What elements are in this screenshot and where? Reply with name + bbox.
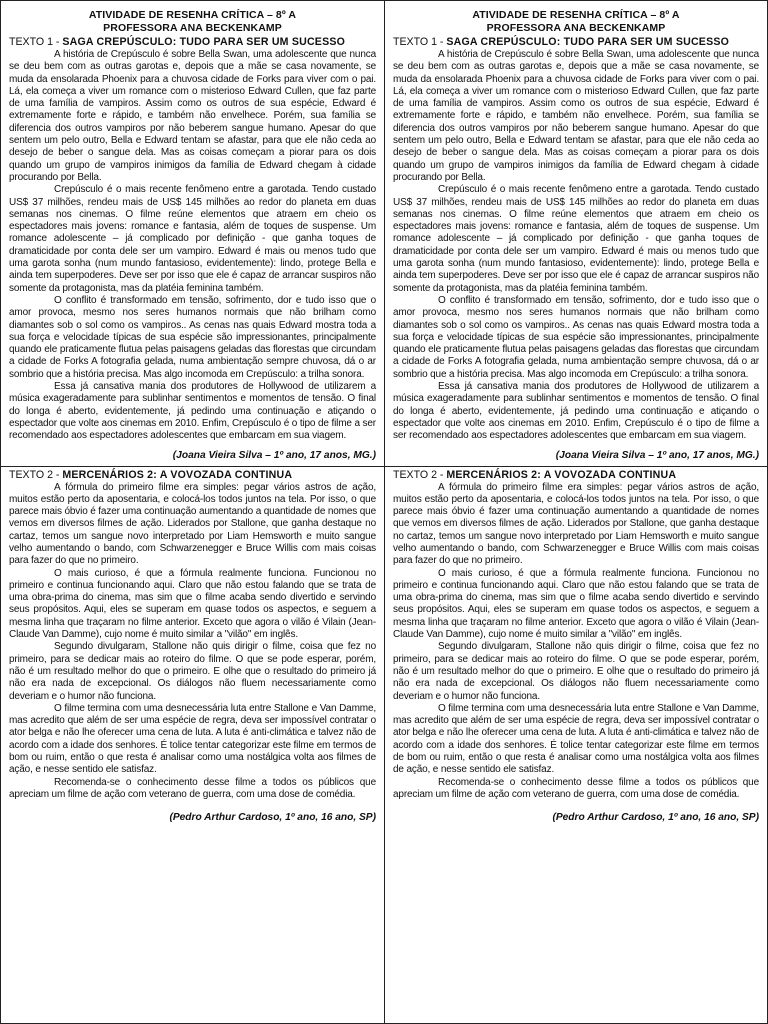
- header-teacher: PROFESSORA ANA BECKENKAMP: [103, 21, 282, 34]
- text2-prefix: TEXTO 2 -: [9, 468, 63, 481]
- text1-title: SAGA CREPÚSCULO: TUDO PARA SER UM SUCESSO: [62, 36, 346, 48]
- text2-paragraph: Segundo divulgaram, Stallone não quis dirigir o filme, coisa que fez no primeiro, para se dedicar mais ao roteiro do filme. O que se pode esperar, porém, não é um resultado melhor do que o primeiro. E olhe que o resultado do primeiro já não era nada de excepcional. Os diálogos não fluem necessariamente como deveriam e o humor não funciona.: [393, 641, 759, 702]
- header-teacher: PROFESSORA ANA BECKENKAMP: [486, 21, 666, 34]
- text1-heading: [393, 36, 759, 49]
- text1-paragraph: A história de Crepúsculo é sobre Bella Swan, uma adolescente que nunca se deu bem com as outras garotas e, depois que a mãe se casa novamente, se muda da ensolarada Phoenix para a chuvosa cidade de Forks para viver com o pai. Lá, ela começa a viver um romance com o misterioso Edward Cullen, que faz parte de uma família de vampiros. Assim como os outros de sua espécie, Edward é extremamente forte e rápido, e também não envelhece. Porém, sua família se diferencia dos outros vampiros por não beberem sangue humano. Apesar do que sentem um pelo outro, Bella e Edward tentam se afastar, para que ele não ceda ao desejo de beber o sangue dela. Mas as coisas começam a piorar para os dois quando um grupo de vampiros inimigos da família de Edward chegam à cidade procurando por Bella.: [393, 49, 759, 183]
- left-column: [1, 1, 384, 1023]
- text2-prefix: TEXTO 2 -: [393, 468, 447, 481]
- right-column: [384, 1, 767, 1023]
- text1-title: SAGA CREPÚSCULO: TUDO PARA SER UM SUCESSO: [446, 36, 730, 48]
- section-divider: [1, 466, 384, 467]
- header-title: ATIVIDADE DE RESENHA CRÍTICA – 8º A: [88, 9, 297, 21]
- text1-paragraph: Essa já cansativa mania dos produtores de Hollywood de utilizarem a música exageradamente para sublinhar sentimentos e momentos de tensão. O final do longa é aberto, evidentemente, já pedindo uma continuação e atiçando o espectador que volte aos cinemas em 2010. Enfim, Crepúsculo é o tipo de filme a ser recomendado aos espectadores adolescentes que embarcam em sua viagem.: [9, 381, 376, 442]
- text2-heading: [393, 469, 759, 482]
- text2-title: MERCENÁRIOS 2: A VOVOZADA CONTINUA: [62, 468, 293, 481]
- text1-heading: [9, 36, 376, 49]
- section-divider: [385, 466, 767, 467]
- text2-paragraph: Recomenda-se o conhecimento desse filme a todos os públicos que apreciam um filme de ação com veterano de guerra, com uma dose de comédia.: [9, 776, 376, 800]
- text2-paragraph: A fórmula do primeiro filme era simples: pegar vários astros de ação, muitos estão perto da aposentaria, e colocá-los todos juntos na tela. Por isso, o que parece mais óbvio é fazer uma continuação aumentando a quantidade de nomes que vemos em diversos filmes de ação. Liderados por Stallone, que ganha destaque no cartaz, temos um sangue novo interpretado por Liam Hemsworth e muito sangue velho aumentando o bando, com Schwarzenegger e Bruce Willis com mais coisas para fazer do que no primeiro.: [393, 481, 759, 567]
- text2-title: MERCENÁRIOS 2: A VOVOZADA CONTINUA: [446, 468, 677, 481]
- worksheet-header: [9, 9, 376, 34]
- text2-heading: [9, 469, 376, 482]
- text2-paragraph: O filme termina com uma desnecessária luta entre Stallone e Van Damme, mas acredito que além de ser uma espécie de regra, deva ser impossível contratar o ator belga e não lhe oferecer uma cena de luta. A luta é anti-climática e talvez não de acordo com a idade dos senhores. É tolice tentar categorizar este filme em termos de bom ou ruim, então o que resta é analisar como uma nostálgica volta aos filmes de ação, e nesse sentido ele satisfaz.: [393, 702, 759, 776]
- text1-paragraph: A história de Crepúsculo é sobre Bella Swan, uma adolescente que nunca se deu bem com as outras garotas e, depois que a mãe se casa novamente, se muda da ensolarada Phoenix para a chuvosa cidade de Forks para viver com o pai. Lá, ela começa a viver um romance com o misterioso Edward Cullen, que faz parte de uma família de vampiros. Assim como os outros de sua espécie, Edward é extremamente forte e rápido, e também não envelhece. Porém, sua família se diferencia dos outros vampiros por não beberem sangue humano. Apesar do que sentem um pelo outro, Bella e Edward tentam se afastar, para que ele não ceda ao desejo de beber o sangue dela. Mas as coisas começam a piorar para os dois quando um grupo de vampiros inimigos da família de Edward chegam à cidade procurando por Bella.: [9, 49, 376, 183]
- text1-paragraph: Essa já cansativa mania dos produtores de Hollywood de utilizarem a música exageradamente para sublinhar sentimentos e momentos de tensão. O final do longa é aberto, evidentemente, já pedindo uma continuação e atiçando o espectador que volte aos cinemas em 2010. Enfim, Crepúsculo é o tipo de filme a ser recomendado aos espectadores adolescentes que embarcam em sua viagem.: [393, 381, 759, 442]
- text1-paragraph: O conflito é transformado em tensão, sofrimento, dor e tudo isso que o amor provoca, mesmo nos seres humanos normais que não brilham como diamantes sob o sol como os vampiros.. As cenas nas quais Edward mostra toda a sua força e velocidade típicas de sua espécie são impressionantes, principalmente quando ele praticamente flutua pelas paisagens geladas das florestas que circundam a cidade de Forks A fotografia gelada, numa ambientação sempre chuvosa, dá o ar sombrio que a história precisa. Mas algo incomoda em Crepúsculo: a trilha sonora.: [9, 294, 376, 380]
- text2-paragraph: Segundo divulgaram, Stallone não quis dirigir o filme, coisa que fez no primeiro, para se dedicar mais ao roteiro do filme. O que se pode esperar, porém, não é um resultado melhor do que o primeiro. E olhe que o resultado do primeiro já não era nada de excepcional. Os diálogos não fluem necessariamente como deveriam e o humor não funciona.: [9, 641, 376, 702]
- text2-paragraph: A fórmula do primeiro filme era simples: pegar vários astros de ação, muitos estão perto da aposentaria, e colocá-los todos juntos na tela. Por isso, o que parece mais óbvio é fazer uma continuação aumentando a quantidade de nomes que vemos em diversos filmes de ação. Liderados por Stallone, que ganha destaque no cartaz, temos um sangue novo interpretado por Liam Hemsworth e muito sangue velho aumentando o bando, com Schwarzenegger e Bruce Willis com mais coisas para fazer do que no primeiro.: [9, 481, 376, 567]
- worksheet-header: [393, 9, 759, 34]
- text2-signature: (Pedro Arthur Cardoso, 1º ano, 16 ano, SP): [169, 812, 376, 824]
- text1-prefix: TEXTO 1 -: [393, 36, 447, 48]
- text1-signature: (Joana Vieira Silva – 1º ano, 17 anos, MG.): [555, 449, 759, 461]
- text1-prefix: TEXTO 1 -: [9, 36, 63, 48]
- text2-signature: (Pedro Arthur Cardoso, 1º ano, 16 ano, SP): [552, 812, 759, 824]
- text1-signature: (Joana Vieira Silva – 1º ano, 17 anos, MG.): [172, 449, 376, 461]
- header-title: ATIVIDADE DE RESENHA CRÍTICA – 8º A: [472, 9, 680, 21]
- text2-paragraph: Recomenda-se o conhecimento desse filme a todos os públicos que apreciam um filme de ação com veterano de guerra, com uma dose de comédia.: [393, 776, 759, 800]
- text2-paragraph: O mais curioso, é que a fórmula realmente funciona. Funcionou no primeiro e continua funcionando aqui. Claro que não estou falando que se trata de uma obra-prima do cinema, mas sim que o filme acaba sendo divertido e servindo seus propósitos. Aqui, eles se superam em quase todos os aspectos, e seguem a mesma linha que traçaram no filme anterior. Exceto que agora o vilão é Vilain (Jean-Claude Van Damme), cujo nome é muito similar a "vilão" em inglês.: [393, 567, 759, 641]
- text1-paragraph: O conflito é transformado em tensão, sofrimento, dor e tudo isso que o amor provoca, mesmo nos seres humanos normais que não brilham como diamantes sob o sol como os vampiros.. As cenas nas quais Edward mostra toda a sua força e velocidade típicas de sua espécie são impressionantes, principalmente quando ele praticamente flutua pelas paisagens geladas das florestas que circundam a cidade de Forks A fotografia gelada, numa ambientação sempre chuvosa, dá o ar sombrio que a história precisa. Mas algo incomoda em Crepúsculo: a trilha sonora.: [393, 294, 759, 380]
- text1-paragraph: Crepúsculo é o mais recente fenômeno entre a garotada. Tendo custado US$ 37 milhões, rendeu mais de US$ 145 milhões ao redor do planeta em duas semanas nos cinemas. O filme reúne elementos que atraem em cheio os espectadores mais jovens: romance e fantasia, além de toques de suspense. Um romance adolescente – já complicado por definição - que ganha toques de dramaticidade por conta dele ser um vampiro. Edward é mais ou menos tudo que uma garota sonha (num mundo fantasioso, evidentemente): lindo, protege Bella e ainda tem superpoderes. Deve ser por isso que ele é capaz de arrancar suspiros não somente da protagonista, mas da platéia feminina também.: [9, 184, 376, 294]
- text2-paragraph: O filme termina com uma desnecessária luta entre Stallone e Van Damme, mas acredito que além de ser uma espécie de regra, deva ser impossível contratar o ator belga e não lhe oferecer uma cena de luta. A luta é anti-climática e talvez não de acordo com a idade dos senhores. É tolice tentar categorizar este filme em termos de bom ou ruim, então o que resta é analisar como uma nostálgica volta aos filmes de ação, e nesse sentido ele satisfaz.: [9, 702, 376, 776]
- text1-paragraph: Crepúsculo é o mais recente fenômeno entre a garotada. Tendo custado US$ 37 milhões, rendeu mais de US$ 145 milhões ao redor do planeta em duas semanas nos cinemas. O filme reúne elementos que atraem em cheio os espectadores mais jovens: romance e fantasia, além de toques de suspense. Um romance adolescente – já complicado por definição - que ganha toques de dramaticidade por conta dele ser um vampiro. Edward é mais ou menos tudo que uma garota sonha (num mundo fantasioso, evidentemente): lindo, protege Bella e ainda tem superpoderes. Deve ser por isso que ele é capaz de arrancar suspiros não somente da protagonista, mas da platéia feminina também.: [393, 184, 759, 294]
- text2-paragraph: O mais curioso, é que a fórmula realmente funciona. Funcionou no primeiro e continua funcionando aqui. Claro que não estou falando que se trata de uma obra-prima do cinema, mas sim que o filme acaba sendo divertido e servindo seus propósitos. Aqui, eles se superam em quase todos os aspectos, e seguem a mesma linha que traçaram no filme anterior. Exceto que agora o vilão é Vilain (Jean-Claude Van Damme), cujo nome é muito similar a "vilão" em inglês.: [9, 567, 376, 641]
